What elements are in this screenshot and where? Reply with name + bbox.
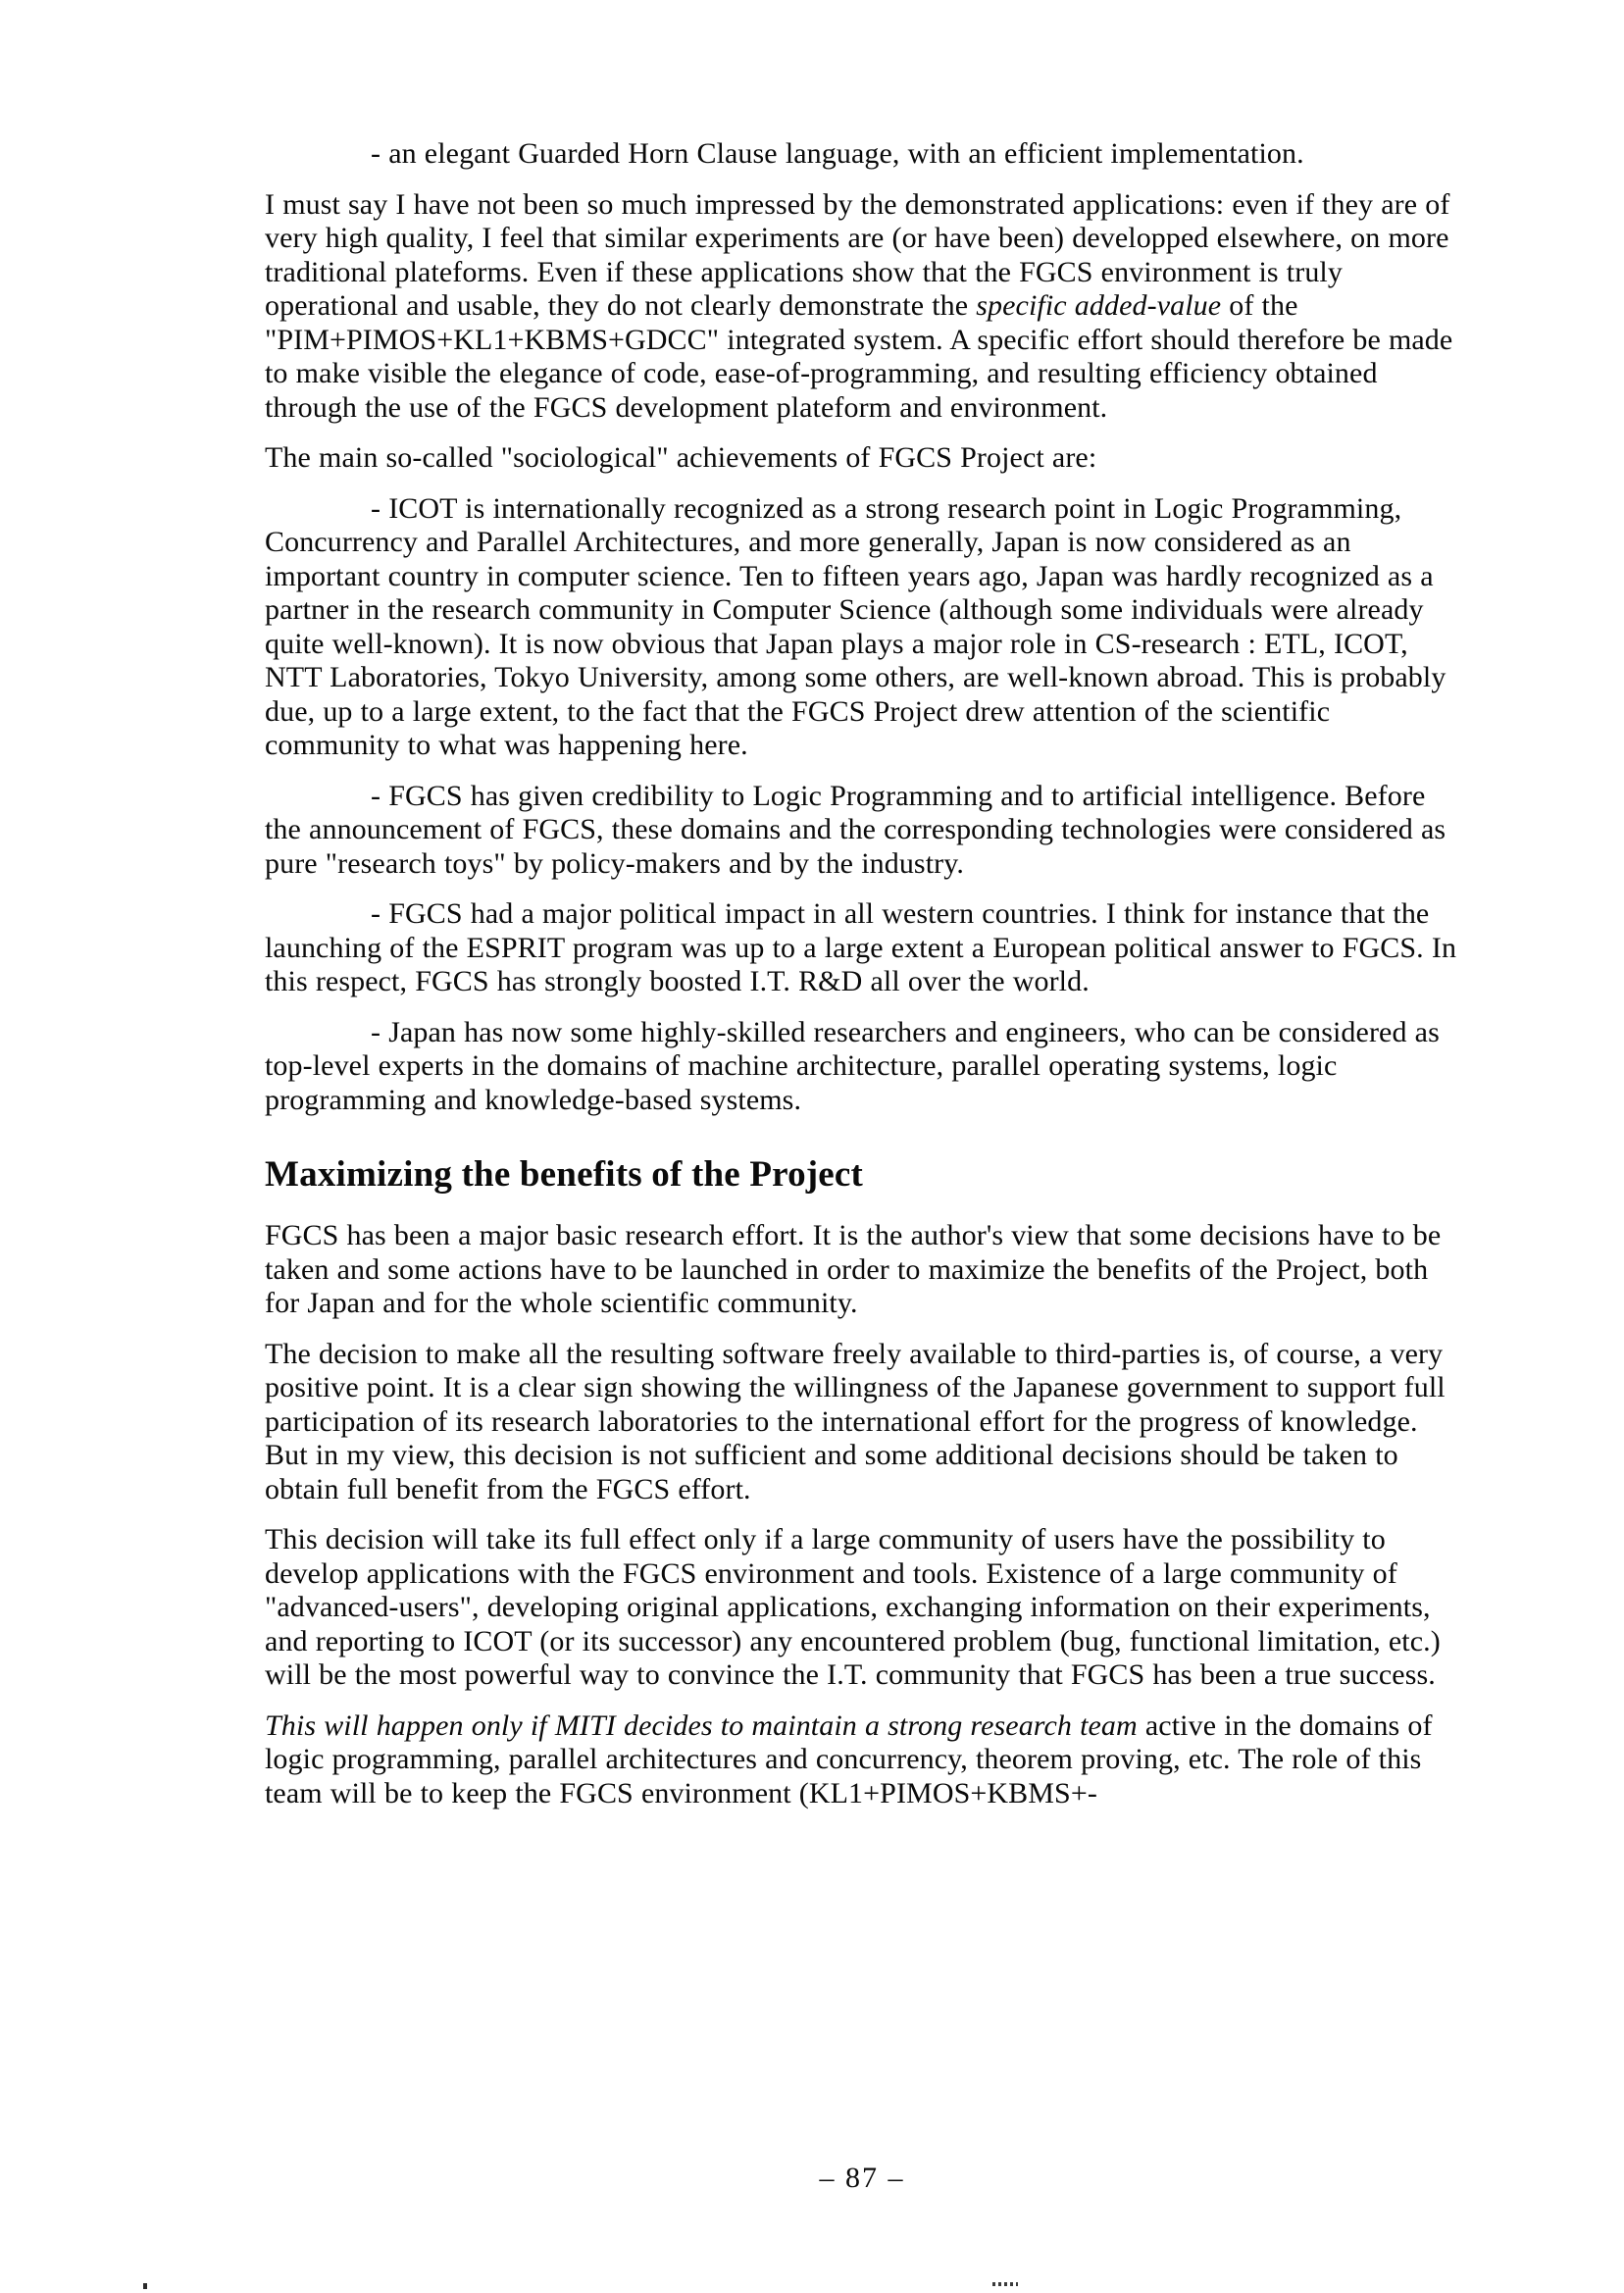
- text-run: The decision to make all the resulting software freely available to third-parties is, of course, a very positive point. It is a clear sign showing the willingness of the Japanese government to support full participation of its research laboratories to the international effort for the progress of knowledge. But in my view, this decision is not sufficient and some additional decisions should be taken to obtain full benefit from the FGCS effort.: [265, 1337, 1446, 1505]
- text-run: - Japan has now some highly-skilled researchers and engineers, who can be considered as top-level experts in the domains of machine architecture, parallel operating systems, logic programming and knowledge-based systems.: [265, 1015, 1440, 1116]
- scan-speck-icon: [143, 2283, 147, 2289]
- item-political-impact: [265, 897, 1459, 999]
- text-run: The main so-called "sociological" achievements of FGCS Project are:: [265, 441, 1097, 474]
- para-miti-research-team: [265, 1709, 1459, 1811]
- text-run: active in the domains of logic programming, parallel architectures and concurrency, theorem proving, etc. The role of this team will be to keep the FGCS environment (KL1+PIMOS+KBMS+-: [265, 1708, 1433, 1809]
- item-icot-recognition: [265, 492, 1459, 763]
- italic-text-run: specific added-value: [976, 289, 1222, 322]
- text-run: of the "PIM+PIMOS+KL1+KBMS+GDCC" integrated system. A specific effort should therefore be made to make visible the elegance of code, ease-of-programming, and resulting efficiency obtained through the use of the FGCS development plateform and environment.: [265, 289, 1453, 424]
- item-ghc-language: [265, 137, 1459, 172]
- para-major-effort: [265, 1219, 1459, 1321]
- text-run: - FGCS had a major political impact in all western countries. I think for instance that the launching of the ESPRIT program was up to a large extent a European political answer to FGCS. In this respect, FGCS has strongly boosted I.T. R&D all over the world.: [265, 897, 1457, 997]
- item-skilled-researchers: [265, 1016, 1459, 1118]
- para-user-community: [265, 1523, 1459, 1693]
- text-run: FGCS has been a major basic research effort. It is the author's view that some decisions have to be taken and some actions have to be launched in order to maximize the benefits of the Project, both for Japan and for the whole scientific community.: [265, 1219, 1442, 1319]
- item-credibility: [265, 780, 1459, 882]
- document-body: [265, 137, 1459, 1827]
- text-run: - FGCS has given credibility to Logic Programming and to artificial intelligence. Before the announcement of FGCS, these domains and the corresponding technologies were considered as pure "research toys" by policy-makers and by the industry.: [265, 779, 1446, 880]
- text-run: - an elegant Guarded Horn Clause language, with an efficient implementation.: [371, 137, 1304, 170]
- scan-speck-icon: [992, 2282, 1018, 2286]
- para-applications-assessment: [265, 188, 1459, 426]
- text-run: This decision will take its full effect only if a large community of users have the possibility to develop applications with the FGCS environment and tools. Existence of a large community of "advanced-users", developing original applications, exchanging information on their experiments, and reporting to ICOT (or its successor) any encountered problem (bug, functional limitation, etc.) will be the most powerful way to convince the I.T. community that FGCS has been a true success.: [265, 1523, 1441, 1691]
- italic-text-run: This will happen only if MITI decides to maintain a strong research team: [265, 1708, 1138, 1742]
- para-sociological-intro: [265, 441, 1459, 476]
- text-run: I must say I have not been so much impressed by the demonstrated applications: even if they are of very high quality, I feel that similar experiments are (or have been) developped elsewhere, on more traditional plateforms. Even if these applications show that the FGCS environment is truly operational and usable, they do not clearly demonstrate the: [265, 187, 1450, 322]
- para-free-software: [265, 1338, 1459, 1507]
- text-run: - ICOT is internationally recognized as a strong research point in Logic Programming, Concurrency and Parallel Architectures, and more generally, Japan is now considered as an important country in computer science. Ten to fifteen years ago, Japan was hardly recognized as a partner in the research community in Computer Science (although some individuals were already quite well-known). It is now obvious that Japan plays a major role in CS-research : ETL, ICOT, NTT Laboratories, Tokyo University, among some others, are well-known abroad. This is probably due, up to a large extent, to the fact that the FGCS Project drew attention of the scientific community to what was happening here.: [265, 491, 1446, 761]
- page-number: – 87 –: [819, 2162, 905, 2194]
- page-footer: [265, 2162, 1459, 2195]
- section-heading-maximizing: Maximizing the benefits of the Project: [265, 1154, 864, 1195]
